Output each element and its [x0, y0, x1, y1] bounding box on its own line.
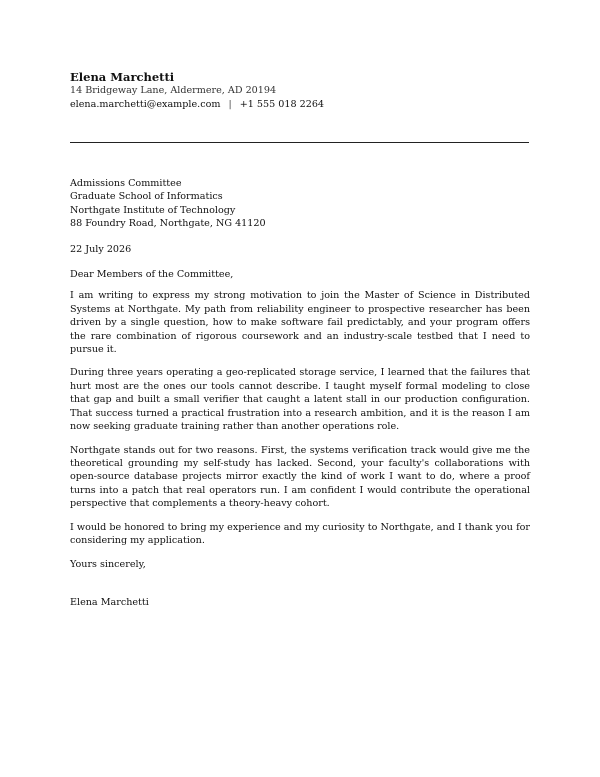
recipient-line: Graduate School of Informatics [70, 191, 223, 203]
header-divider [70, 142, 529, 143]
letter-header [70, 70, 530, 112]
sender-address: 14 Bridgeway Lane, Aldermere, AD 20194 [70, 85, 277, 96]
sender-contact [70, 98, 530, 112]
sender-email: elena.marchetti@example.com [70, 99, 221, 110]
recipient-block [70, 177, 530, 231]
body-paragraph: I am writing to express my strong motivation to join the Master of Science in Distributed Systems at Northgate. My path from reliability engineer to prospective researcher has been driven by a single question, how to make software fail predictably, and your program offers the rare combination of rigorous coursework and an industry-scale testbed that I need to pursue it. [70, 290, 530, 356]
signature-name: Elena Marchetti [70, 596, 149, 608]
recipient-line: 88 Foundry Road, Northgate, NG 41120 [70, 218, 266, 230]
body-paragraph: Northgate stands out for two reasons. First, the systems verification track would give me the theoretical grounding my self-study has lacked. Second, your faculty's collaborations with open-source database projects mirror exactly the kind of work I want to do, where a proof turns into a patch that real operators run. I am confident I would contribute the operational perspective that complements a theory-heavy cohort. [70, 444, 530, 510]
recipient-line: Admissions Committee [70, 178, 182, 189]
letter-body [70, 177, 530, 609]
sender-phone: +1 555 018 2264 [239, 99, 325, 110]
body-paragraph: During three years operating a geo-replicated storage service, I learned that the failures that hurt most are the ones our tools cannot describe. I taught myself formal modeling to close that gap and built a small verifier that caught a latent stall in our production configuration. That success turned a practical frustration into a research ambition, and it is the reason I am now seeking graduate training rather than another operations role. [70, 367, 530, 433]
contact-separator: | [228, 99, 232, 110]
recipient-line: Northgate Institute of Technology [70, 204, 236, 216]
letter-date: 22 July 2026 [70, 243, 132, 255]
salutation: Dear Members of the Committee, [70, 269, 234, 281]
sender-name: Elena Marchetti [70, 70, 175, 84]
closing: Yours sincerely, [70, 559, 146, 571]
body-paragraph: I would be honored to bring my experience and my curiosity to Northgate, and I thank you for considering my application. [70, 521, 530, 546]
